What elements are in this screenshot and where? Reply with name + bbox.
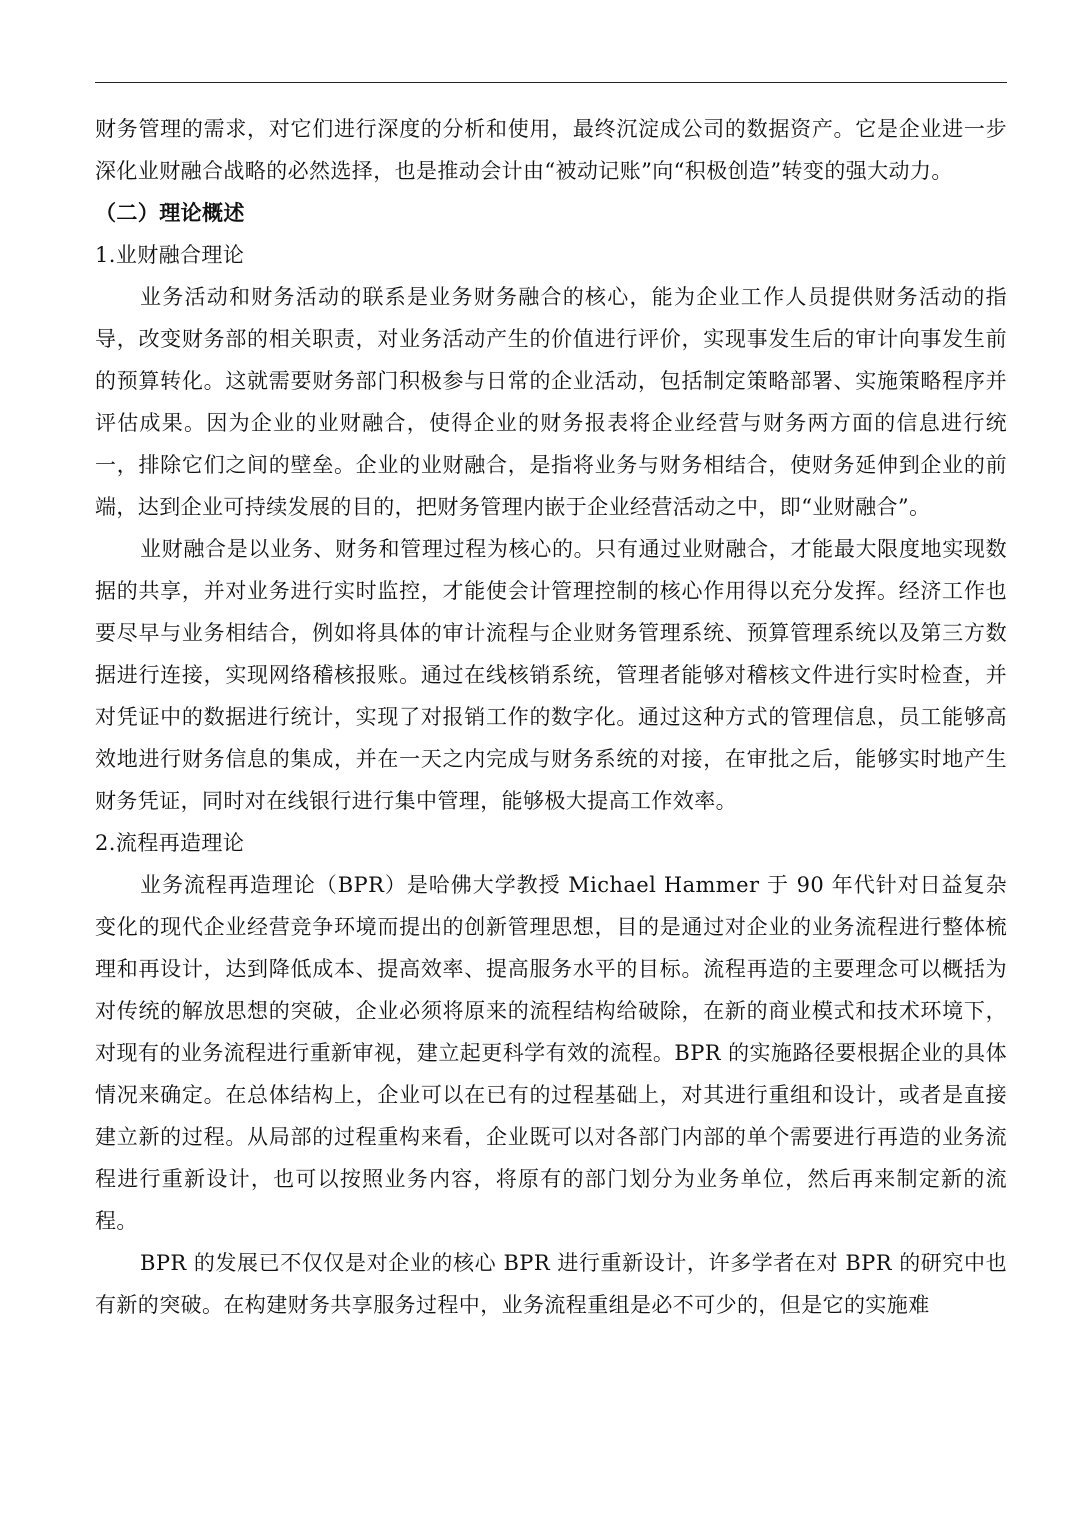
section-heading: （二）理论概述	[95, 200, 245, 225]
subsection-2-paragraph-2: BPR 的发展已不仅仅是对企业的核心 BPR 进行重新设计，许多学者在对 BPR 的研究中也有新的突破。在构建财务共享服务过程中，业务流程重组是必不可少的，但是它的实施难	[95, 1251, 1007, 1317]
continuation-paragraph: 财务管理的需求，对它们进行深度的分析和使用，最终沉淀成公司的数据资产。它是企业进一步深化业财融合战略的必然选择，也是推动会计由“被动记账”向“积极创造”转变的强大动力。	[95, 117, 1007, 183]
document-body	[95, 108, 1007, 1326]
subsection-2-paragraph-1: 业务流程再造理论（BPR）是哈佛大学教授 Michael Hammer 于 90 年代针对日益复杂变化的现代企业经营竞争环境而提出的创新管理思想，目的是通过对企业的业务流程进行整体梳理和再设计，达到降低成本、提高效率、提高服务水平的目标。流程再造的主要理念可以概括为对传统的解放思想的突破，企业必须将原来的流程结构给破除，在新的商业模式和技术环境下，对现有的业务流程进行重新审视，建立起更科学有效的流程。BPR 的实施路径要根据企业的具体情况来确定。在总体结构上，企业可以在已有的过程基础上，对其进行重组和设计，或者是直接建立新的过程。从局部的过程重构来看，企业既可以对各部门内部的单个需要进行再造的业务流程进行重新设计，也可以按照业务内容，将原有的部门划分为业务单位，然后再来制定新的流程。	[95, 873, 1007, 1233]
subsection-1-paragraph-2: 业财融合是以业务、财务和管理过程为核心的。只有通过业财融合，才能最大限度地实现数据的共享，并对业务进行实时监控，才能使会计管理控制的核心作用得以充分发挥。经济工作也要尽早与业务相结合，例如将具体的审计流程与企业财务管理系统、预算管理系统以及第三方数据进行连接，实现网络稽核报账。通过在线核销系统，管理者能够对稽核文件进行实时检查，并对凭证中的数据进行统计，实现了对报销工作的数字化。通过这种方式的管理信息，员工能够高效地进行财务信息的集成，并在一天之内完成与财务系统的对接，在审批之后，能够实时地产生财务凭证，同时对在线银行进行集中管理，能够极大提高工作效率。	[95, 537, 1007, 813]
subsection-heading-2: 2.流程再造理论	[95, 831, 245, 855]
subsection-1-paragraph-1: 业务活动和财务活动的联系是业务财务融合的核心，能为企业工作人员提供财务活动的指导，改变财务部的相关职责，对业务活动产生的价值进行评价，实现事发生后的审计向事发生前的预算转化。这就需要财务部门积极参与日常的企业活动，包括制定策略部署、实施策略程序并评估成果。因为企业的业财融合，使得企业的财务报表将企业经营与财务两方面的信息进行统一，排除它们之间的壁垒。企业的业财融合，是指将业务与财务相结合，使财务延伸到企业的前端，达到企业可持续发展的目的，把财务管理内嵌于企业经营活动之中，即“业财融合”。	[95, 285, 1007, 519]
subsection-heading-1: 1.业财融合理论	[95, 243, 245, 267]
header-rule	[95, 82, 1007, 83]
